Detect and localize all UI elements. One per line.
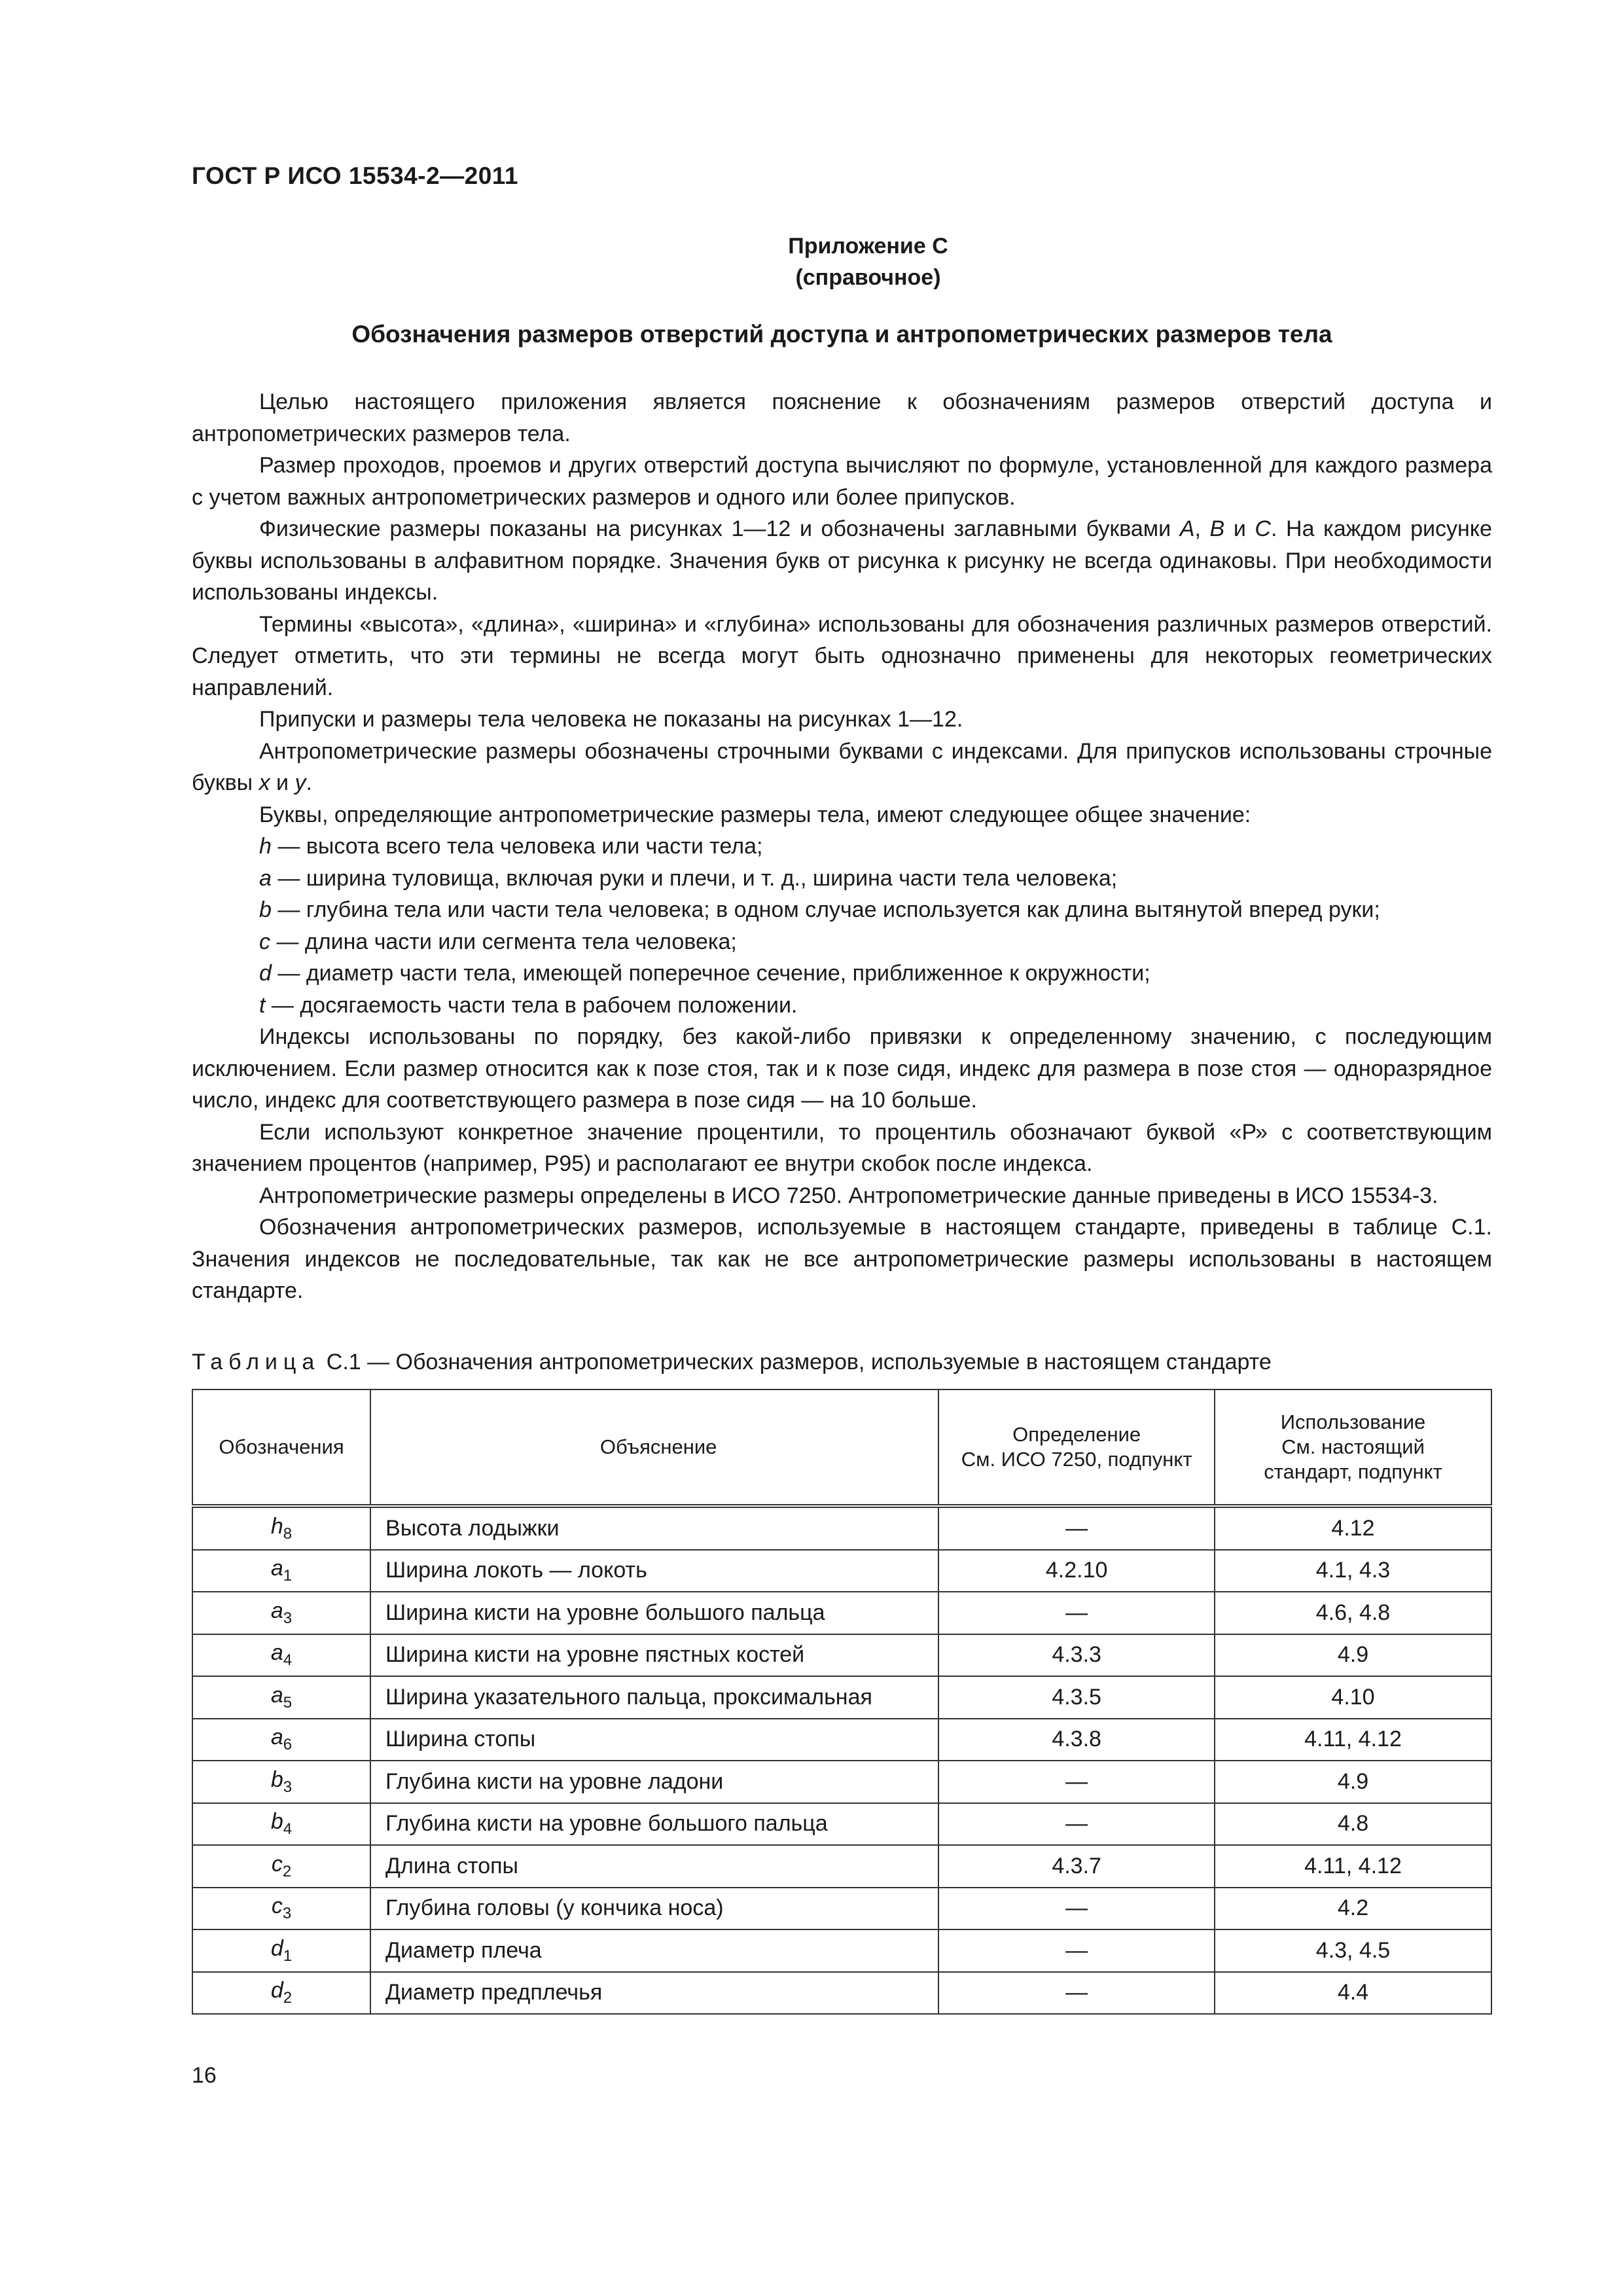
- usage-cell: 4.9: [1215, 1761, 1491, 1803]
- symbol-index: 4: [283, 1651, 293, 1670]
- table-row: [192, 1676, 1491, 1719]
- table-caption: [192, 1350, 1272, 1375]
- explanation-cell: Диаметр предплечья: [370, 1972, 938, 2015]
- usage-cell: 4.2: [1215, 1888, 1491, 1930]
- symbol-letter: c: [271, 1851, 283, 1876]
- usage-cell: 4.8: [1215, 1803, 1491, 1846]
- definition-cell: —: [938, 1888, 1215, 1930]
- symbol-cell: [192, 1972, 370, 2015]
- table-row: [192, 1972, 1491, 2015]
- header-definition-line: См. ИСО 7250, подпункт: [961, 1448, 1192, 1471]
- table-row: [192, 1845, 1491, 1888]
- text-run: . На каждом рисунке буквы использованы в алфавитном порядке. Значения букв от рисунка к рисунку не всегда одинаковы. При необходимости использованы индексы.: [192, 516, 1492, 605]
- symbol-letter: a: [270, 1682, 283, 1708]
- symbol-index: 3: [283, 1778, 293, 1796]
- symbol-cell: [192, 1929, 370, 1972]
- explanation-cell: Высота лодыжки: [370, 1506, 938, 1550]
- symbol-cell: [192, 1634, 370, 1677]
- definition-letter: b: [259, 897, 272, 922]
- text-run: ,: [1194, 516, 1210, 541]
- explanation-cell: Глубина головы (у кончика носа): [370, 1888, 938, 1930]
- symbol-index: 2: [283, 1989, 293, 2007]
- appendix-label: Приложение С: [788, 234, 948, 259]
- body-text: [192, 386, 1492, 1307]
- explanation-cell: Глубина кисти на уровне большого пальца: [370, 1803, 938, 1846]
- definition-text: — высота всего тела человека или части тела;: [271, 834, 763, 859]
- table-row: [192, 1634, 1491, 1677]
- paragraph: Термины «высота», «длина», «ширина» и «глубина» использованы для обозначения различных размеров отверстий. Следует отметить, что эти термины не всегда могут быть однозначно применены для некоторых геометрических направлений.: [192, 611, 1492, 700]
- symbol-letter: d: [270, 1978, 283, 2003]
- italic-letter: х: [259, 770, 270, 795]
- symbol-letter: b: [270, 1809, 283, 1835]
- definition-cell: —: [938, 1972, 1215, 2015]
- definition-text: — ширина туловища, включая руки и плечи, и т. д., ширина части тела человека;: [271, 865, 1118, 891]
- italic-letter: В: [1209, 516, 1225, 541]
- header-explanation: Объяснение: [370, 1390, 938, 1506]
- symbol-index: 4: [283, 1820, 293, 1839]
- paragraph: Если используют конкретное значение процентили, то процентиль обозначают буквой «Р» с соответствующим значением процентов (например, Р95) и располагают ее внутри скобок после индекса.: [192, 1119, 1492, 1176]
- symbol-index: 8: [283, 1524, 293, 1543]
- header-usage-line: См. настоящий: [1281, 1435, 1425, 1458]
- table-caption-label: Таблица: [192, 1350, 321, 1374]
- italic-letter: А: [1179, 516, 1195, 541]
- definition-cell: 4.3.5: [938, 1676, 1215, 1719]
- symbol-letter: a: [270, 1725, 283, 1750]
- table-row: [192, 1550, 1491, 1592]
- definition-item: [192, 958, 1492, 990]
- page-number: 16: [192, 2063, 217, 2088]
- explanation-cell: Длина стопы: [370, 1845, 938, 1888]
- symbol-letter: a: [270, 1598, 283, 1623]
- text-run: .: [306, 770, 312, 795]
- usage-cell: 4.10: [1215, 1676, 1491, 1719]
- usage-cell: 4.9: [1215, 1634, 1491, 1677]
- header-usage-line: стандарт, подпункт: [1264, 1460, 1442, 1483]
- symbol-index: 3: [282, 1905, 292, 1923]
- appendix-heading: [192, 230, 1492, 293]
- header-definition-line: Определение: [1012, 1423, 1141, 1446]
- definition-letter: h: [259, 834, 272, 859]
- definition-cell: —: [938, 1761, 1215, 1803]
- paragraph: Буквы, определяющие антропометрические размеры тела, имеют следующее общее значение:: [259, 802, 1251, 827]
- table-caption-text: С.1 — Обозначения антропометрических размеров, используемые в настоящем стандарте: [320, 1350, 1272, 1374]
- usage-cell: 4.3, 4.5: [1215, 1929, 1491, 1972]
- definition-text: — досягаемость части тела в рабочем положении.: [265, 992, 798, 1018]
- header-usage: [1215, 1390, 1491, 1506]
- symbol-index: 1: [283, 1946, 293, 1965]
- explanation-cell: Глубина кисти на уровне ладони: [370, 1761, 938, 1803]
- symbol-letter: h: [270, 1513, 283, 1539]
- definition-cell: —: [938, 1592, 1215, 1634]
- appendix-title: Обозначения размеров отверстий доступа и антропометрических размеров тела: [351, 321, 1332, 348]
- header-definition: [938, 1390, 1215, 1506]
- paragraph: Размер проходов, проемов и других отверстий доступа вычисляют по формуле, установленной для каждого размера с учетом важных антропометрических размеров и одного или более припусков.: [192, 453, 1492, 510]
- definition-cell: —: [938, 1506, 1215, 1550]
- symbol-index: 6: [283, 1736, 293, 1754]
- text-run: и: [1224, 516, 1255, 541]
- explanation-cell: Ширина кисти на уровне пястных костей: [370, 1634, 938, 1677]
- symbol-index: 1: [283, 1567, 293, 1585]
- appendix-type: (справочное): [795, 265, 941, 290]
- definition-cell: 4.2.10: [938, 1550, 1215, 1592]
- table-row: [192, 1888, 1491, 1930]
- symbol-cell: [192, 1719, 370, 1761]
- usage-cell: 4.12: [1215, 1506, 1491, 1550]
- explanation-cell: Ширина локоть — локоть: [370, 1550, 938, 1592]
- explanation-cell: Ширина кисти на уровне большого пальца: [370, 1592, 938, 1634]
- symbol-index: 3: [283, 1609, 293, 1627]
- symbol-letter: c: [271, 1893, 283, 1919]
- definition-text: — длина части или сегмента тела человека;: [270, 929, 737, 954]
- explanation-cell: Ширина стопы: [370, 1719, 938, 1761]
- text-run: Физические размеры показаны на рисунках 1—12 и обозначены заглавными буквами: [259, 516, 1180, 541]
- italic-letter: у: [294, 770, 306, 795]
- italic-letter: С: [1255, 516, 1271, 541]
- symbol-letter: b: [270, 1767, 283, 1792]
- symbol-index: 2: [282, 1862, 292, 1880]
- paragraph: [192, 736, 1492, 799]
- paragraph: Индексы использованы по порядку, без какой-либо привязки к определенному значению, с последующим исключением. Если размер относится как к позе стоя, так и к позе сидя, индекс для размера в позе стоя — одноразрядное число, индекс для соответствующего размера в позе сидя — на 10 больше.: [192, 1024, 1492, 1113]
- definition-cell: 4.3.3: [938, 1634, 1215, 1677]
- symbol-cell: [192, 1761, 370, 1803]
- symbol-index: 5: [283, 1693, 293, 1712]
- explanation-cell: Ширина указательного пальца, проксимальная: [370, 1676, 938, 1719]
- symbol-letter: a: [270, 1556, 283, 1581]
- symbol-cell: [192, 1676, 370, 1719]
- definition-item: [192, 831, 1492, 863]
- usage-cell: 4.6, 4.8: [1215, 1592, 1491, 1634]
- paragraph: Целью настоящего приложения является пояснение к обозначениям размеров отверстий доступа и антропометрических размеров тела.: [192, 389, 1492, 446]
- usage-cell: 4.4: [1215, 1972, 1491, 2015]
- table-row: [192, 1929, 1491, 1972]
- symbol-letter: a: [270, 1640, 283, 1666]
- definition-item: [192, 926, 1492, 958]
- header-usage-line: Использование: [1280, 1410, 1426, 1433]
- definition-letter: d: [259, 961, 272, 986]
- definition-cell: —: [938, 1803, 1215, 1846]
- table-row: [192, 1719, 1491, 1761]
- paragraph: Припуски и размеры тела человека не показаны на рисунках 1—12.: [259, 707, 963, 732]
- definition-letter: t: [259, 992, 266, 1018]
- definition-item: [192, 863, 1492, 895]
- symbol-cell: [192, 1803, 370, 1846]
- usage-cell: 4.11, 4.12: [1215, 1845, 1491, 1888]
- usage-cell: 4.1, 4.3: [1215, 1550, 1491, 1592]
- symbols-table: [192, 1389, 1492, 2015]
- paragraph: Антропометрические размеры определены в ИСО 7250. Антропометрические данные приведены в ИСО 15534-3.: [259, 1183, 1438, 1208]
- definition-text: — глубина тела или части тела человека; в одном случае используется как длина вытянутой вперед руки;: [271, 897, 1380, 922]
- explanation-cell: Диаметр плеча: [370, 1929, 938, 1972]
- text-run: и: [270, 770, 295, 795]
- definition-cell: 4.3.8: [938, 1719, 1215, 1761]
- table-header-row: [192, 1390, 1491, 1506]
- paragraph: [192, 513, 1492, 609]
- symbol-cell: [192, 1845, 370, 1888]
- usage-cell: 4.11, 4.12: [1215, 1719, 1491, 1761]
- definition-item: [192, 990, 1492, 1022]
- definition-cell: —: [938, 1929, 1215, 1972]
- table-row: [192, 1592, 1491, 1634]
- paragraph: Обозначения антропометрических размеров, используемые в настоящем стандарте, приведены в таблице С.1. Значения индексов не последовательные, так как не все антропометрические размеры использованы в настоящем стандарте.: [192, 1215, 1492, 1303]
- table-row: [192, 1761, 1491, 1803]
- definition-item: [192, 894, 1492, 926]
- symbol-cell: [192, 1592, 370, 1634]
- header-symbol: Обозначения: [192, 1390, 370, 1506]
- definition-letter: a: [259, 865, 272, 891]
- symbol-letter: d: [270, 1935, 283, 1961]
- table-row: [192, 1803, 1491, 1846]
- definition-cell: 4.3.7: [938, 1845, 1215, 1888]
- table-row: [192, 1506, 1491, 1550]
- text-run: Антропометрические размеры обозначены строчными буквами с индексами. Для припусков использованы строчные буквы: [192, 738, 1492, 795]
- definition-text: — диаметр части тела, имеющей поперечное сечение, приближенное к окружности;: [271, 961, 1150, 986]
- definition-letter: c: [259, 929, 270, 954]
- document-code: ГОСТ Р ИСО 15534-2—2011: [192, 162, 518, 189]
- symbol-cell: [192, 1550, 370, 1592]
- symbol-cell: [192, 1506, 370, 1550]
- symbol-cell: [192, 1888, 370, 1930]
